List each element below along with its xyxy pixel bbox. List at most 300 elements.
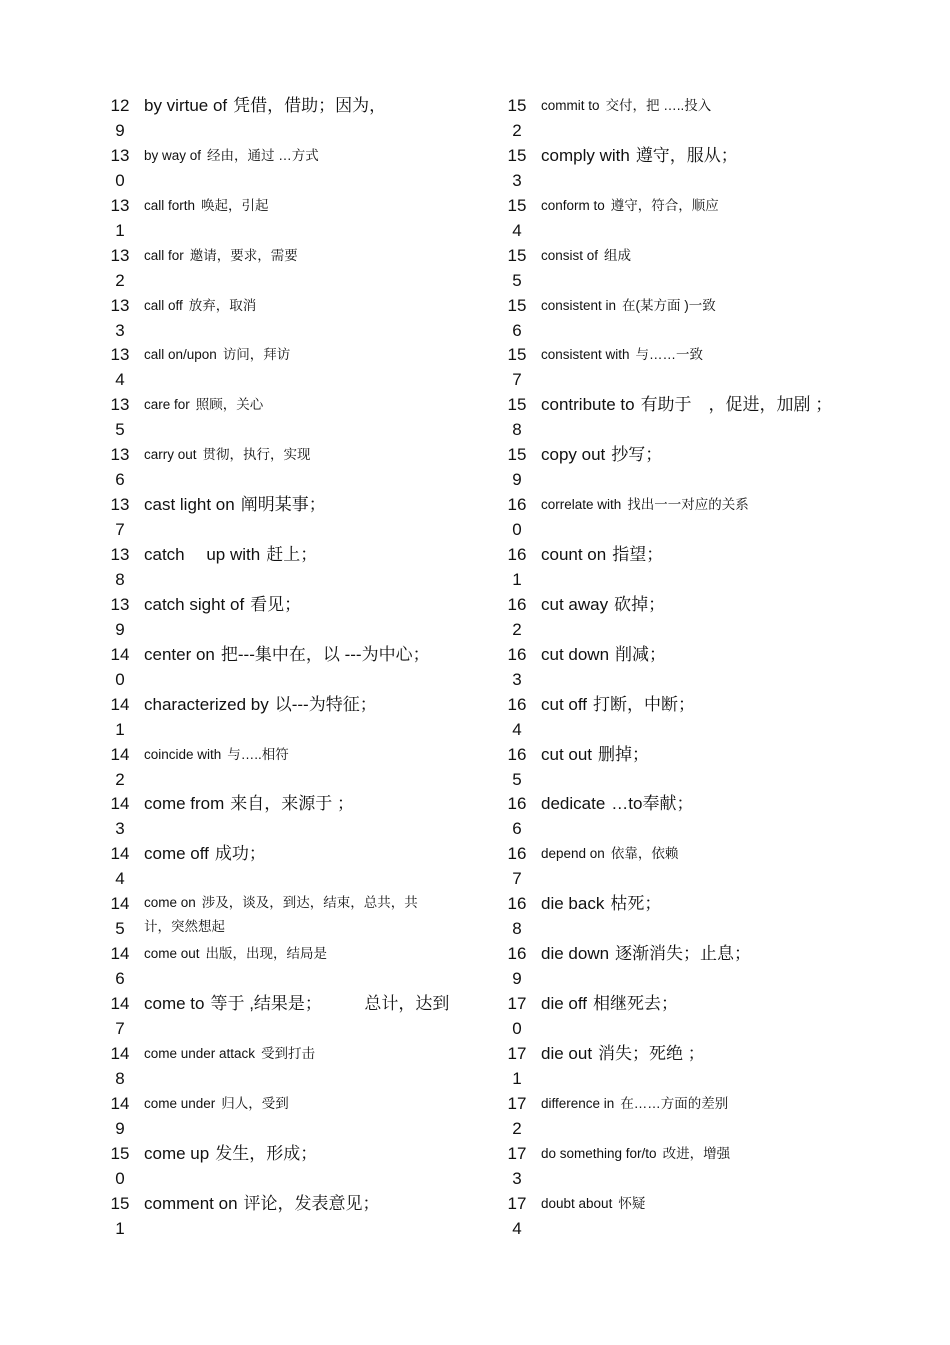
phrase-meaning: 有助于 ，促进，加剧 ； — [640, 395, 833, 415]
phrase-entry — [505, 891, 905, 941]
phrase-meaning: 改进，增强 — [662, 1145, 731, 1161]
entry-number — [108, 891, 132, 941]
entry-number-line-2: 5 — [115, 919, 125, 939]
phrase-meaning: 赶上； — [266, 545, 318, 565]
entry-text — [144, 1191, 508, 1216]
entry-number-line-2: 4 — [512, 220, 522, 240]
phrase-meaning: 出版，出现，结局是 — [205, 946, 328, 962]
entry-number — [505, 642, 529, 692]
entry-number-line-1: 12 — [110, 96, 130, 115]
entry-number-line-2: 0 — [115, 170, 125, 190]
entry-number-line-1: 15 — [507, 96, 527, 115]
phrase-entry — [505, 1091, 905, 1141]
phrase-meaning: 以---为特征； — [274, 694, 377, 714]
entry-text — [144, 841, 508, 866]
entry-number-line-2: 6 — [115, 969, 125, 989]
entry-text — [541, 293, 905, 318]
entry-text — [541, 841, 905, 866]
phrase-meaning: 贯彻，执行，实现 — [202, 447, 311, 463]
phrase-term: commit to — [541, 98, 600, 113]
phrase-term: difference in — [541, 1095, 615, 1111]
phrase-term: die back — [541, 894, 605, 914]
entry-number-line-2: 7 — [512, 370, 522, 390]
entry-number-line-1: 14 — [110, 1093, 130, 1113]
entry-number — [505, 991, 529, 1041]
phrase-term: comply with — [541, 145, 630, 165]
entry-number-line-1: 14 — [110, 794, 130, 814]
phrase-meaning: 照顾，关心 — [195, 397, 264, 413]
entry-number — [505, 93, 529, 143]
phrase-meaning: …to奉献； — [611, 794, 694, 814]
entry-text — [144, 1041, 508, 1066]
entry-text — [144, 941, 508, 966]
entry-text — [541, 692, 905, 717]
entry-number-line-2: 8 — [115, 570, 125, 590]
phrase-meaning: 相继死去； — [593, 994, 679, 1014]
phrase-term: characterized by — [144, 694, 269, 714]
phrase-entry — [505, 1141, 905, 1191]
entry-number-line-2: 1 — [115, 220, 125, 240]
entry-number-line-1: 14 — [110, 944, 130, 964]
phrase-term: come off — [144, 844, 209, 864]
entry-text — [144, 342, 508, 367]
entry-number-line-1: 15 — [507, 395, 527, 415]
phrase-entry — [505, 941, 905, 991]
entry-text — [144, 1141, 508, 1166]
entry-number — [108, 991, 132, 1041]
entry-number — [505, 492, 529, 542]
phrase-entry — [108, 891, 508, 941]
phrase-term: come out — [144, 946, 200, 962]
phrase-term: come up — [144, 1143, 210, 1163]
phrase-meaning: 怀疑 — [618, 1195, 646, 1211]
entry-number-line-2: 4 — [512, 1218, 522, 1238]
entry-number-line-2: 0 — [115, 669, 125, 689]
phrase-term: by virtue of — [144, 96, 228, 115]
entry-text — [541, 1091, 905, 1116]
entry-number — [505, 841, 529, 891]
entry-number-line-2: 0 — [115, 1168, 125, 1188]
entry-number-line-1: 17 — [507, 1043, 527, 1063]
entry-text — [144, 143, 508, 168]
entry-number-line-2: 8 — [512, 919, 522, 939]
phrase-entry — [108, 193, 508, 243]
phrase-entry — [108, 442, 508, 492]
phrase-entry — [108, 1191, 508, 1241]
phrase-term: catch sight of — [144, 594, 245, 614]
entry-number-line-1: 15 — [507, 445, 527, 465]
phrase-entry — [505, 143, 905, 193]
phrase-term: come to — [144, 994, 205, 1014]
phrase-entry — [108, 1091, 508, 1141]
phrase-entry — [505, 1191, 905, 1241]
phrase-meaning: 归人，受到 — [221, 1095, 289, 1111]
phrase-meaning: 抄写； — [611, 445, 663, 465]
phrase-entry — [505, 342, 905, 392]
phrase-meaning: 枯死； — [610, 894, 662, 914]
phrase-term: consist of — [541, 247, 599, 263]
entry-number-line-1: 13 — [110, 345, 130, 365]
entry-number — [505, 342, 529, 392]
phrase-term: conform to — [541, 197, 605, 213]
entry-text — [541, 642, 905, 667]
entry-number — [505, 143, 529, 193]
phrase-term: comment on — [144, 1193, 238, 1213]
phrase-entry — [108, 692, 508, 742]
entry-number-line-2: 9 — [115, 619, 125, 639]
entry-number — [108, 193, 132, 243]
phrase-term: consistent with — [541, 347, 630, 363]
entry-text — [541, 342, 905, 367]
entry-number-line-1: 15 — [507, 295, 527, 315]
entry-number-line-2: 5 — [115, 420, 125, 440]
entry-text — [541, 742, 905, 767]
entry-number — [505, 243, 529, 293]
entry-text — [144, 891, 434, 939]
phrase-term: cut out — [541, 744, 593, 764]
entry-number-line-2: 9 — [115, 1118, 125, 1138]
phrase-entry — [505, 791, 905, 841]
phrase-meaning: 组成 — [604, 247, 632, 263]
entry-number-line-1: 17 — [507, 1143, 527, 1163]
entry-number-line-2: 3 — [115, 819, 125, 839]
entry-number-line-1: 15 — [507, 245, 527, 265]
entry-number-line-1: 13 — [110, 594, 130, 614]
entry-number-line-2: 8 — [115, 1068, 125, 1088]
entry-number-line-1: 16 — [507, 944, 527, 964]
entry-number-line-2: 2 — [115, 270, 125, 290]
entry-text — [541, 991, 905, 1016]
entry-number — [505, 442, 529, 492]
phrase-entry — [505, 742, 905, 792]
phrase-term: by way of — [144, 147, 202, 163]
entry-number-line-1: 17 — [507, 1093, 527, 1113]
entry-number-line-2: 4 — [115, 370, 125, 390]
entry-number — [108, 342, 132, 392]
entry-text — [541, 941, 905, 966]
entry-number-line-1: 14 — [110, 894, 130, 914]
entry-number-line-2: 6 — [115, 470, 125, 490]
entry-number-line-1: 16 — [507, 694, 527, 714]
phrase-term: catch up with — [144, 545, 261, 565]
entry-number — [108, 941, 132, 991]
entry-number — [505, 941, 529, 991]
phrase-term: cut off — [541, 694, 587, 714]
phrase-entry — [505, 293, 905, 343]
phrase-term: care for — [144, 397, 190, 413]
entry-text — [541, 93, 905, 118]
phrase-term: die out — [541, 1043, 593, 1063]
entry-number-line-2: 9 — [512, 470, 522, 490]
entry-number-line-2: 2 — [115, 769, 125, 789]
phrase-meaning: 交付，把 …..投入 — [605, 98, 712, 113]
entry-number — [505, 193, 529, 243]
entry-number-line-1: 14 — [110, 994, 130, 1014]
phrase-entry — [505, 592, 905, 642]
entry-number-line-1: 15 — [110, 1143, 130, 1163]
phrase-term: call off — [144, 297, 183, 313]
phrase-entry — [108, 542, 508, 592]
phrase-meaning: 与……一致 — [635, 347, 704, 363]
phrase-term: dedicate — [541, 794, 606, 814]
entry-text — [144, 492, 508, 517]
entry-number — [505, 791, 529, 841]
phrase-entry — [505, 542, 905, 592]
phrase-term: come under attack — [144, 1045, 256, 1061]
entry-number-line-1: 14 — [110, 644, 130, 664]
entry-text — [541, 143, 905, 168]
phrase-entry — [108, 791, 508, 841]
entry-number-line-2: 5 — [512, 270, 522, 290]
entry-number-line-2: 1 — [115, 719, 125, 739]
phrase-term: call for — [144, 247, 184, 263]
entry-number-line-1: 16 — [507, 894, 527, 914]
entry-text — [541, 542, 905, 567]
phrase-entry — [505, 841, 905, 891]
phrase-meaning: 等于 ,结果是； 总计，达到 — [210, 994, 450, 1014]
entry-number — [108, 492, 132, 542]
entry-text — [541, 1191, 905, 1216]
entry-number-line-1: 13 — [110, 545, 130, 565]
phrase-entry — [108, 143, 508, 193]
phrase-meaning: 在……方面的差别 — [620, 1095, 729, 1111]
entry-number — [108, 1091, 132, 1141]
entry-text — [541, 1141, 905, 1166]
entry-number-line-2: 2 — [512, 1118, 522, 1138]
entry-number-line-2: 6 — [512, 320, 522, 340]
phrase-entry — [505, 392, 905, 442]
entry-text — [541, 791, 905, 816]
entry-number-line-1: 16 — [507, 794, 527, 814]
phrase-meaning: 砍掉； — [614, 594, 666, 614]
phrase-term: doubt about — [541, 1195, 613, 1211]
phrase-entry — [505, 991, 905, 1041]
phrase-entry — [108, 342, 508, 392]
phrase-meaning: 来自，来源于 ； — [230, 794, 355, 814]
entry-number-line-2: 8 — [512, 420, 522, 440]
phrase-entry — [108, 941, 508, 991]
entry-number — [108, 243, 132, 293]
phrase-term: carry out — [144, 447, 197, 463]
phrase-entry — [108, 492, 508, 542]
entry-text — [541, 442, 905, 467]
entry-text — [541, 492, 905, 517]
entry-number — [505, 891, 529, 941]
entry-number-line-2: 1 — [512, 1068, 522, 1088]
phrase-term: come under — [144, 1095, 216, 1111]
entry-number-line-2: 2 — [512, 121, 522, 140]
entry-number-line-2: 7 — [512, 869, 522, 889]
left-column — [108, 93, 508, 1240]
phrase-entry — [108, 841, 508, 891]
entry-number-line-1: 14 — [110, 694, 130, 714]
entry-number-line-2: 5 — [512, 769, 522, 789]
entry-number-line-1: 15 — [507, 345, 527, 365]
entry-number — [108, 841, 132, 891]
entry-text — [144, 392, 508, 417]
phrase-entry — [108, 1141, 508, 1191]
entry-number-line-1: 16 — [507, 495, 527, 515]
entry-text — [144, 642, 508, 667]
entry-number-line-1: 16 — [507, 594, 527, 614]
phrase-entry — [505, 642, 905, 692]
phrase-term: coincide with — [144, 746, 222, 762]
phrase-entry — [505, 243, 905, 293]
entry-text — [144, 742, 508, 767]
phrase-entry — [108, 642, 508, 692]
entry-number-line-2: 9 — [512, 969, 522, 989]
phrase-entry — [108, 243, 508, 293]
phrase-term: center on — [144, 644, 215, 664]
entry-number — [505, 592, 529, 642]
phrase-meaning: 打断，中断； — [593, 694, 695, 714]
phrase-term: come from — [144, 794, 225, 814]
entry-number-line-2: 9 — [115, 121, 125, 140]
entry-number-line-1: 13 — [110, 245, 130, 265]
entry-number — [108, 93, 132, 143]
phrase-meaning: 遵守，服从； — [635, 145, 738, 165]
right-column — [505, 93, 905, 1240]
phrase-meaning: 凭借，借助；因为， — [233, 96, 387, 115]
phrase-term: copy out — [541, 445, 606, 465]
entry-number — [108, 392, 132, 442]
entry-number-line-1: 17 — [507, 994, 527, 1014]
phrase-meaning: 指望； — [612, 545, 664, 565]
phrase-entry — [505, 692, 905, 742]
entry-number-line-1: 15 — [507, 195, 527, 215]
entry-number-line-2: 0 — [512, 520, 522, 540]
entry-number-line-2: 3 — [512, 669, 522, 689]
entry-text — [144, 93, 508, 118]
entry-number — [505, 1191, 529, 1241]
phrase-term: cast light on — [144, 495, 235, 515]
phrase-entry — [108, 991, 508, 1041]
phrase-meaning: 涉及，谈及，到达，结束，总共，共计，突然想起 — [144, 895, 418, 935]
phrase-term: call on/upon — [144, 347, 217, 363]
phrase-term: call forth — [144, 197, 196, 213]
phrase-meaning: 发生，形成； — [215, 1143, 318, 1163]
phrase-meaning: 评论，发表意见； — [243, 1193, 380, 1213]
entry-number — [108, 293, 132, 343]
entry-number — [108, 1191, 132, 1241]
entry-number-line-1: 14 — [110, 1043, 130, 1063]
phrase-meaning: 消失；死绝 ； — [598, 1043, 705, 1063]
entry-number — [108, 1141, 132, 1191]
entry-number-line-2: 2 — [512, 619, 522, 639]
entry-number — [108, 692, 132, 742]
entry-number-line-2: 3 — [512, 1168, 522, 1188]
entry-number — [108, 791, 132, 841]
entry-number-line-1: 15 — [110, 1193, 130, 1213]
entry-number-line-1: 13 — [110, 495, 130, 515]
entry-number — [505, 1091, 529, 1141]
phrase-meaning: 成功； — [214, 844, 266, 864]
entry-number-line-1: 13 — [110, 195, 130, 215]
entry-number-line-2: 4 — [512, 719, 522, 739]
phrase-meaning: 放弃，取消 — [188, 297, 257, 313]
entry-text — [541, 243, 905, 268]
phrase-meaning: 依靠，依赖 — [610, 846, 679, 862]
entry-number-line-1: 13 — [110, 445, 130, 465]
phrase-term: depend on — [541, 846, 605, 862]
phrase-entry — [108, 742, 508, 792]
entry-number-line-1: 14 — [110, 844, 130, 864]
phrase-term: contribute to — [541, 395, 635, 415]
phrase-entry — [108, 592, 508, 642]
phrase-entry — [505, 193, 905, 243]
entry-number — [108, 442, 132, 492]
entry-number — [108, 143, 132, 193]
entry-text — [144, 791, 508, 816]
entry-number — [108, 1041, 132, 1091]
entry-number-line-2: 7 — [115, 520, 125, 540]
phrase-meaning: 把---集中在，以 ---为中心； — [220, 644, 430, 664]
entry-number-line-1: 14 — [110, 744, 130, 764]
entry-number — [108, 642, 132, 692]
phrase-meaning: 经由，通过 …方式 — [207, 147, 319, 163]
entry-text — [144, 1091, 508, 1116]
entry-number — [108, 592, 132, 642]
phrase-meaning: 与…..相符 — [227, 746, 289, 762]
phrase-term: cut down — [541, 644, 610, 664]
entry-number-line-1: 13 — [110, 145, 130, 165]
entry-text — [144, 991, 508, 1016]
phrase-meaning: 删掉； — [598, 744, 650, 764]
entry-number-line-1: 16 — [507, 644, 527, 664]
entry-text — [541, 891, 905, 916]
phrase-term: come on — [144, 895, 196, 911]
entry-number — [505, 392, 529, 442]
phrase-entry — [108, 293, 508, 343]
phrase-term: correlate with — [541, 497, 622, 513]
entry-number — [108, 542, 132, 592]
entry-number — [505, 692, 529, 742]
phrase-term: die down — [541, 944, 610, 964]
entry-text — [144, 243, 508, 268]
entry-number — [505, 293, 529, 343]
phrase-meaning: 在(某方面 )一致 — [622, 297, 716, 313]
entry-number — [505, 542, 529, 592]
entry-number-line-1: 16 — [507, 545, 527, 565]
entry-text — [144, 692, 508, 717]
entry-text — [541, 392, 905, 417]
entry-text — [144, 442, 508, 467]
entry-number-line-1: 13 — [110, 295, 130, 315]
entry-number-line-1: 16 — [507, 744, 527, 764]
phrase-term: consistent in — [541, 297, 617, 313]
entry-text — [144, 592, 508, 617]
entry-number-line-2: 1 — [512, 570, 522, 590]
phrase-meaning: 削减； — [615, 644, 667, 664]
entry-number-line-1: 17 — [507, 1193, 527, 1213]
entry-number — [505, 1141, 529, 1191]
phrase-meaning: 受到打击 — [261, 1045, 316, 1061]
entry-number-line-1: 16 — [507, 844, 527, 864]
phrase-entry — [505, 492, 905, 542]
phrase-term: do something for/to — [541, 1145, 657, 1161]
phrase-meaning: 逐渐消失；止息； — [615, 944, 752, 964]
phrase-meaning: 访问，拜访 — [222, 347, 291, 363]
entry-number-line-2: 3 — [512, 170, 522, 190]
entry-text — [144, 542, 508, 567]
entry-number — [108, 742, 132, 792]
phrase-entry — [108, 1041, 508, 1091]
phrase-entry — [108, 392, 508, 442]
phrase-entry — [505, 1041, 905, 1091]
phrase-entry — [505, 93, 905, 143]
entry-text — [541, 193, 905, 218]
entry-text — [541, 592, 905, 617]
